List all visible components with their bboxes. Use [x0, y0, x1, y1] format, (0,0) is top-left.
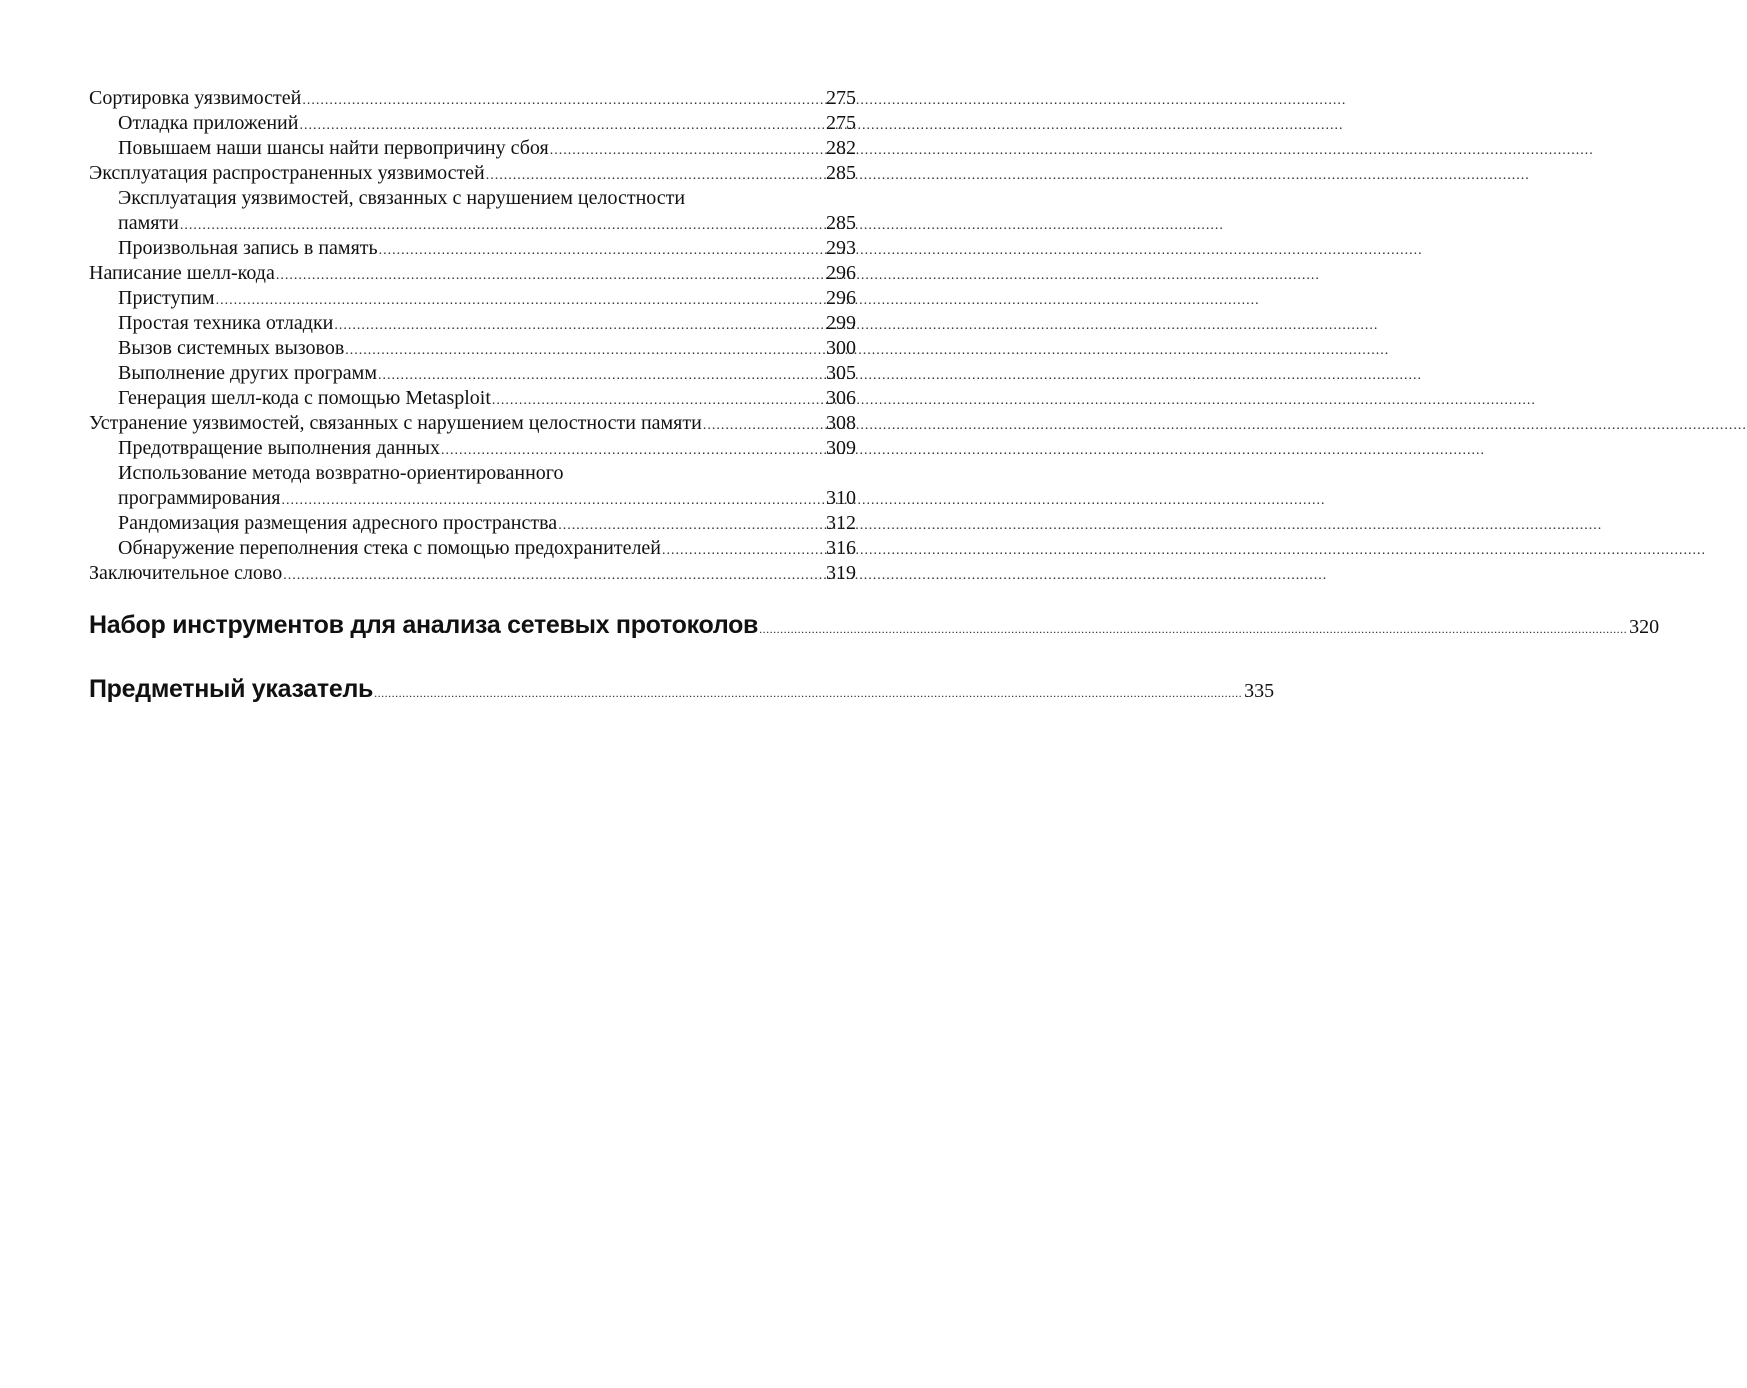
toc-entry-page: 319 [826, 562, 856, 584]
toc-entry[interactable] [89, 561, 856, 586]
toc-subentry[interactable] [89, 536, 856, 561]
chapter-entry[interactable] [89, 675, 1275, 704]
toc-entry-title: Выполнение других программ [118, 362, 377, 384]
dot-leader [379, 238, 824, 263]
toc-entry-title: Повышаем наши шансы найти первопричину сбоя [118, 137, 549, 159]
chapter-title: Набор инструментов для анализа сетевых протоколов [89, 611, 759, 639]
toc-subentry[interactable] [89, 336, 856, 361]
dot-leader [334, 313, 824, 338]
dot-leader [378, 363, 824, 388]
toc-entry[interactable] [89, 411, 856, 436]
toc-entry-title-line2: памяти [118, 212, 179, 234]
dot-leader [550, 138, 824, 163]
toc-entry-page: 296 [826, 262, 856, 284]
toc-entry-title: Вызов системных вызовов [118, 337, 345, 359]
toc-entry-title: Эксплуатация распространенных уязвимостей [89, 162, 485, 184]
toc-entry-title: Рандомизация размещения адресного пространства [118, 512, 558, 534]
dot-leader [302, 88, 824, 113]
toc-entry-title: Простая техника отладки [118, 312, 334, 334]
dot-leader [486, 163, 824, 188]
toc-entry-page: 300 [826, 337, 856, 359]
dot-leader [281, 488, 824, 513]
toc-entry[interactable] [89, 161, 856, 186]
toc-entry-title: Предотвращение выполнения данных [118, 437, 440, 459]
toc-entry[interactable] [89, 261, 856, 286]
dot-leader [703, 413, 824, 438]
toc-subentry[interactable] [89, 361, 856, 386]
toc-entry-page: 299 [826, 312, 856, 334]
toc-subentry[interactable] [89, 111, 856, 136]
toc-entry-title: Приступим [118, 287, 215, 309]
chapter-page: 335 [1244, 680, 1275, 702]
chapter-title: Предметный указатель [89, 675, 374, 703]
dot-leader [216, 288, 824, 313]
toc-entry-page: 293 [826, 237, 856, 259]
dot-leader [345, 338, 824, 363]
dot-leader [180, 213, 824, 238]
table-of-contents [89, 86, 856, 586]
toc-entry-title: Устранение уязвимостей, связанных с нарушением целостности памяти [89, 412, 702, 434]
toc-entry-title-line1: Эксплуатация уязвимостей, связанных с нарушением целостности [118, 187, 686, 209]
dot-leader [759, 622, 1627, 637]
toc-entry-title: Заключительное слово [89, 562, 283, 584]
toc-entry-page: 275 [826, 112, 856, 134]
dot-leader [276, 263, 824, 288]
toc-entry-title: Обнаружение переполнения стека с помощью предохранителей [118, 537, 662, 559]
dot-leader [299, 113, 824, 138]
toc-entry-page: 306 [826, 387, 856, 409]
dot-leader [662, 538, 824, 563]
toc-entry-title: Отладка приложений [118, 112, 299, 134]
toc-entry-title-line2: программирования [118, 487, 281, 509]
toc-subentry[interactable] [89, 436, 856, 461]
toc-entry-page: 285 [826, 212, 856, 234]
dot-leader [492, 388, 824, 413]
dot-leader [283, 563, 824, 588]
toc-subentry[interactable] [89, 386, 856, 411]
toc-entry-page: 316 [826, 537, 856, 559]
toc-subentry[interactable] [89, 186, 856, 236]
dot-leader [441, 438, 824, 463]
toc-subentry[interactable] [89, 311, 856, 336]
dot-leader [374, 686, 1242, 701]
toc-entry-title-line1: Использование метода возвратно-ориентированного [118, 462, 564, 484]
toc-entry-page: 296 [826, 287, 856, 309]
toc-subentry[interactable] [89, 236, 856, 261]
toc-entry-page: 308 [826, 412, 856, 434]
toc-entry-page: 310 [826, 487, 856, 509]
toc-entry-title: Написание шелл-кода [89, 262, 275, 284]
toc-entry-page: 312 [826, 512, 856, 534]
toc-entry[interactable] [89, 86, 856, 111]
toc-entry-title: Генерация шелл-кода с помощью Metasploit [118, 387, 491, 409]
toc-entry-page: 285 [826, 162, 856, 184]
chapter-page: 320 [1629, 616, 1660, 638]
toc-subentry[interactable] [89, 286, 856, 311]
toc-entry-page: 309 [826, 437, 856, 459]
toc-entry-title: Произвольная запись в память [118, 237, 378, 259]
toc-subentry[interactable] [89, 511, 856, 536]
toc-subentry[interactable] [89, 136, 856, 161]
toc-entry-page: 275 [826, 87, 856, 109]
toc-subentry[interactable] [89, 461, 856, 511]
toc-entry-title: Сортировка уязвимостей [89, 87, 302, 109]
chapter-entry[interactable] [89, 611, 1660, 640]
toc-entry-page: 282 [826, 137, 856, 159]
dot-leader [558, 513, 824, 538]
toc-entry-page: 305 [826, 362, 856, 384]
